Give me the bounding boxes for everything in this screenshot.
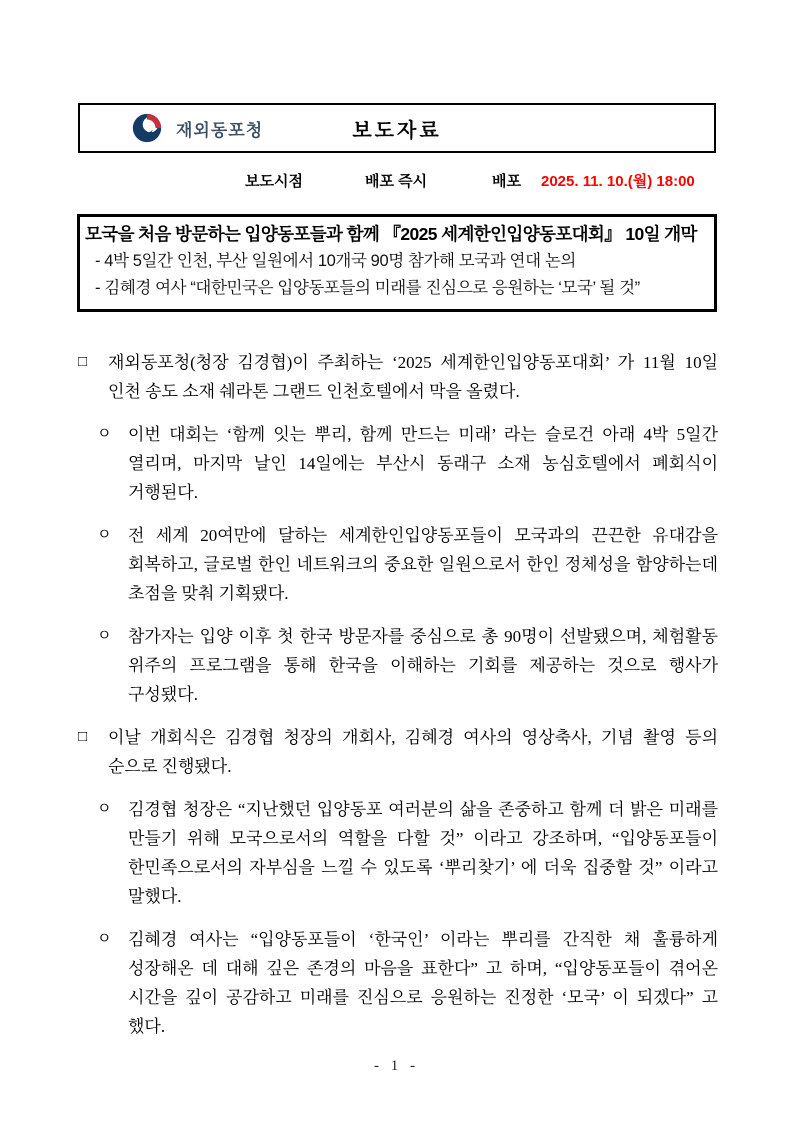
distribute-label: 배포 (492, 173, 521, 190)
headline-box (77, 214, 717, 312)
paragraph-bullet: ㅇ (97, 628, 112, 644)
release-time-value: 배포 즉시 (365, 173, 428, 190)
body-text (78, 342, 718, 1041)
paragraph-text: 참가자는 입양 이후 첫 한국 방문자를 중심으로 총 90명이 선발됐으며, 체험활동 위주의 프로그램을 통해 한국을 이해하는 기회를 제공하는 것으로 행사가 구성됐다. (128, 627, 718, 704)
paragraph-bullet: ㅇ (97, 801, 112, 817)
government-emblem-icon (130, 111, 164, 145)
paragraph-bullet: □ (78, 729, 88, 745)
body-paragraph (78, 795, 718, 911)
release-time-label: 보도시점 (245, 173, 303, 190)
paragraph-bullet: □ (78, 354, 88, 370)
paragraph-bullet: ㅇ (97, 931, 112, 947)
paragraph-text: 이날 개회식은 김경협 청장의 개회사, 김혜경 여사의 영상축사, 기념 촬영 등의 순으로 진행됐다. (108, 728, 718, 776)
paragraph-bullet: ㅇ (97, 426, 112, 442)
body-paragraph (78, 925, 718, 1041)
page-number: - 1 - (374, 1058, 419, 1074)
document-type-title: 보도자료 (352, 119, 442, 142)
agency-name: 재외동포청 (176, 120, 264, 140)
distribute-datetime: 2025. 11. 10.(월) 18:00 (541, 173, 695, 190)
paragraph-text: 전 세계 20여만에 달하는 세계한인입양동포들이 모국과의 끈끈한 유대감을 회복하고, 글로벌 한인 네트워크의 중요한 일원으로서 한인 정체성을 함양하는데 초점을 맞춰 기획됐다. (128, 526, 718, 603)
body-paragraph (78, 622, 718, 709)
headline-subtitle-2: - 김혜경 여사 “대한민국은 입양동포들의 미래를 진심으로 응원하는 ‘모국’ 될 것” (95, 279, 640, 297)
paragraph-text: 이번 대회는 ‘함께 잇는 뿌리, 함께 만드는 미래’ 라는 슬로건 아래 4박 5일간 열리며, 마지막 날인 14일에는 부산시 동래구 소재 농심호텔에서 폐회식이 거행된다. (128, 425, 718, 502)
headline-subtitle-1: - 4박 5일간 인천, 부산 일원에서 10개국 90명 참가해 모국과 연대 논의 (95, 252, 576, 270)
agency-logo (130, 105, 263, 151)
body-paragraph (78, 723, 718, 781)
paragraph-bullet: ㅇ (97, 527, 112, 543)
body-paragraph (78, 420, 718, 507)
header-box (78, 103, 716, 153)
release-info-row (78, 170, 716, 194)
body-paragraph (78, 348, 718, 406)
headline-title: 모국을 처음 방문하는 입양동포들과 함께 『2025 세계한인입양동포대회』 10일 개막 (85, 224, 697, 244)
body-paragraph (78, 521, 718, 608)
paragraph-text: 김경협 청장은 “지난했던 입양동포 여러분의 삶을 존중하고 함께 더 밝은 미래를 만들기 위해 모국으로서의 역할을 다할 것” 이라고 강조하며, “입양동포들이 한민족으로서의 자부심을 느낄 수 있도록 ‘뿌리찾기’ 에 더욱 집중할 것” 이라고 말했다. (128, 800, 718, 906)
paragraph-text: 재외동포청(청장 김경협)이 주최하는 ‘2025 세계한인입양동포대회’ 가 11월 10일 인천 송도 소재 쉐라톤 그랜드 인천호텔에서 막을 올렸다. (108, 353, 718, 401)
paragraph-text: 김혜경 여사는 “입양동포들이 ‘한국인’ 이라는 뿌리를 간직한 채 훌륭하게 성장해온 데 대해 깊은 존경의 마음을 표한다” 고 하며, “입양동포들이 겪어온 시간을 깊이 공감하고 미래를 진심으로 응원하는 진정한 ‘모국’ 이 되겠다” 고 했다. (128, 930, 718, 1036)
